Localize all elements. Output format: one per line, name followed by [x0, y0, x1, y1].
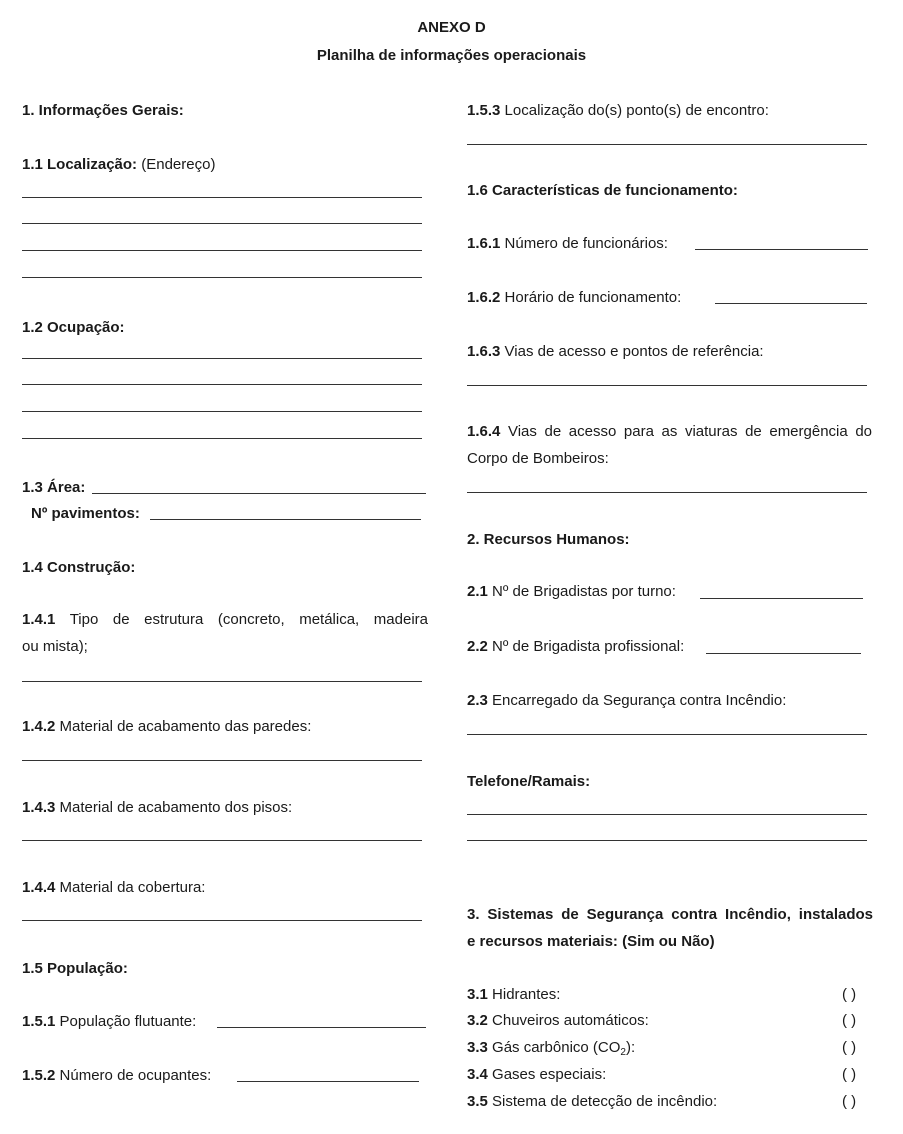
viaturas-line[interactable]: [467, 492, 867, 493]
field-paredes-text: Material de acabamento das paredes:: [59, 718, 312, 735]
ocupacao-line-4[interactable]: [22, 438, 422, 439]
field-horario: [467, 288, 681, 308]
paredes-line[interactable]: [22, 760, 422, 761]
field-viaturas-line-2: Corpo de Bombeiros:: [467, 450, 609, 467]
field-pisos-num: 1.4.3: [22, 799, 56, 816]
field-localizacao-label: 1.1 Localização:: [22, 156, 138, 173]
telefone-line-2[interactable]: [467, 840, 867, 841]
field-area-label: 1.3 Área:: [22, 479, 86, 496]
item-hidrantes: [467, 985, 560, 1005]
field-ocupantes-text: Número de ocupantes:: [59, 1067, 212, 1084]
page-title: Planilha de informações operacionais: [316, 47, 587, 64]
field-brigadistas-turno: [467, 582, 676, 602]
item-gases-especiais: [467, 1065, 606, 1085]
localizacao-line-4[interactable]: [22, 277, 422, 278]
pop-flutuante-line[interactable]: [217, 1027, 426, 1028]
item-chuveiros-text: Chuveiros automáticos:: [492, 1012, 649, 1029]
brigadista-prof-line[interactable]: [706, 653, 861, 654]
localizacao-line-1[interactable]: [22, 197, 422, 198]
field-ponto-encontro-num: 1.5.3: [467, 102, 501, 119]
field-funcionarios-num: 1.6.1: [467, 235, 501, 252]
item-chuveiros: [467, 1011, 649, 1031]
field-funcionarios: [467, 234, 668, 254]
field-horario-num: 1.6.2: [467, 289, 501, 306]
ocupacao-line-1[interactable]: [22, 358, 422, 359]
item-hidrantes-text: Hidrantes:: [492, 986, 561, 1003]
field-encarregado: [467, 691, 786, 711]
field-telefone-label: Telefone/Ramais:: [467, 773, 591, 790]
annex-title: ANEXO D: [417, 19, 486, 36]
pisos-line[interactable]: [22, 840, 422, 841]
area-line[interactable]: [92, 493, 426, 494]
item-gas-carbonico-num: 3.3: [467, 1039, 488, 1056]
field-pop-flutuante-text: População flutuante:: [59, 1013, 197, 1030]
checkbox-deteccao[interactable]: ( ): [842, 1093, 857, 1110]
pavimentos-line[interactable]: [150, 519, 421, 520]
section-2-title: 2. Recursos Humanos:: [467, 531, 630, 548]
estrutura-line[interactable]: [22, 681, 422, 682]
field-vias-acesso: [467, 342, 764, 362]
horario-line[interactable]: [715, 303, 867, 304]
field-cobertura-num: 1.4.4: [22, 879, 56, 896]
section-3-title-line-1: 3. Sistemas de Segurança contra Incêndio, instalados: [467, 906, 873, 923]
field-localizacao-hint: (Endereço): [141, 156, 216, 173]
field-horario-text: Horário de funcionamento:: [504, 289, 682, 306]
ocupacao-line-2[interactable]: [22, 384, 422, 385]
field-estrutura-num: 1.4.1: [22, 611, 56, 628]
field-paredes: [22, 717, 311, 737]
field-viaturas-line-1: [467, 422, 872, 442]
field-funcionarios-text: Número de funcionários:: [504, 235, 668, 252]
item-gas-carbonico-text: Gás carbônico (CO: [492, 1039, 621, 1056]
ocupantes-line[interactable]: [237, 1081, 419, 1082]
funcionarios-line[interactable]: [695, 249, 868, 250]
field-viaturas-text: Vias de acesso para as viaturas de emergência do: [507, 423, 873, 440]
section-1-title: 1. Informações Gerais:: [22, 102, 184, 119]
field-ocupantes-num: 1.5.2: [22, 1067, 56, 1084]
field-paredes-num: 1.4.2: [22, 718, 56, 735]
ocupacao-line-3[interactable]: [22, 411, 422, 412]
field-construcao-label: 1.4 Construção:: [22, 559, 136, 576]
item-deteccao-num: 3.5: [467, 1093, 488, 1110]
vias-acesso-line[interactable]: [467, 385, 867, 386]
item-gases-especiais-num: 3.4: [467, 1066, 488, 1083]
item-chuveiros-num: 3.2: [467, 1012, 488, 1029]
field-cobertura-text: Material da cobertura:: [59, 879, 206, 896]
field-pavimentos-label: Nº pavimentos:: [31, 505, 140, 522]
checkbox-hidrantes[interactable]: ( ): [842, 986, 857, 1003]
field-pisos-text: Material de acabamento dos pisos:: [59, 799, 293, 816]
item-gas-carbonico-sub: 2: [620, 1047, 626, 1058]
field-encarregado-num: 2.3: [467, 692, 488, 709]
localizacao-line-3[interactable]: [22, 250, 422, 251]
field-brigadistas-turno-num: 2.1: [467, 583, 488, 600]
field-encarregado-text: Encarregado da Segurança contra Incêndio:: [492, 692, 787, 709]
field-funcionamento-label: 1.6 Características de funcionamento:: [467, 182, 738, 199]
field-viaturas-num: 1.6.4: [467, 423, 501, 440]
field-estrutura-line-1: [22, 610, 428, 630]
field-vias-acesso-text: Vias de acesso e pontos de referência:: [504, 343, 764, 360]
telefone-line-1[interactable]: [467, 814, 867, 815]
field-brigadistas-turno-text: Nº de Brigadistas por turno:: [492, 583, 676, 600]
field-ocupacao-label: 1.2 Ocupação:: [22, 319, 125, 336]
field-localizacao: [22, 155, 215, 175]
checkbox-gases-especiais[interactable]: ( ): [842, 1066, 857, 1083]
field-ocupantes: [22, 1066, 211, 1086]
field-brigadista-prof-text: Nº de Brigadista profissional:: [492, 638, 685, 655]
field-pop-flutuante: [22, 1012, 196, 1032]
field-brigadista-prof: [467, 637, 684, 657]
section-3-title-line-2: e recursos materiais: (Sim ou Não): [467, 933, 715, 950]
brigadistas-turno-line[interactable]: [700, 598, 863, 599]
item-deteccao: [467, 1092, 717, 1112]
item-hidrantes-num: 3.1: [467, 986, 488, 1003]
cobertura-line[interactable]: [22, 920, 422, 921]
field-estrutura-line-2: ou mista);: [22, 638, 88, 655]
field-pop-flutuante-num: 1.5.1: [22, 1013, 56, 1030]
field-ponto-encontro: [467, 101, 769, 121]
field-populacao-label: 1.5 População:: [22, 960, 128, 977]
checkbox-gas-carbonico[interactable]: ( ): [842, 1039, 857, 1056]
localizacao-line-2[interactable]: [22, 223, 422, 224]
field-pisos: [22, 798, 292, 818]
item-gas-carbonico-tail: ):: [625, 1039, 636, 1056]
field-estrutura-text: Tipo de estrutura (concreto, metálica, madeira: [69, 611, 428, 628]
field-cobertura: [22, 878, 205, 898]
field-vias-acesso-num: 1.6.3: [467, 343, 501, 360]
field-brigadista-prof-num: 2.2: [467, 638, 488, 655]
item-gas-carbonico: [467, 1038, 635, 1063]
field-ponto-encontro-text: Localização do(s) ponto(s) de encontro:: [504, 102, 769, 119]
item-gases-especiais-text: Gases especiais:: [492, 1066, 607, 1083]
encarregado-line[interactable]: [467, 734, 867, 735]
item-deteccao-text: Sistema de detecção de incêndio:: [492, 1093, 718, 1110]
checkbox-chuveiros[interactable]: ( ): [842, 1012, 857, 1029]
ponto-encontro-line[interactable]: [467, 144, 867, 145]
